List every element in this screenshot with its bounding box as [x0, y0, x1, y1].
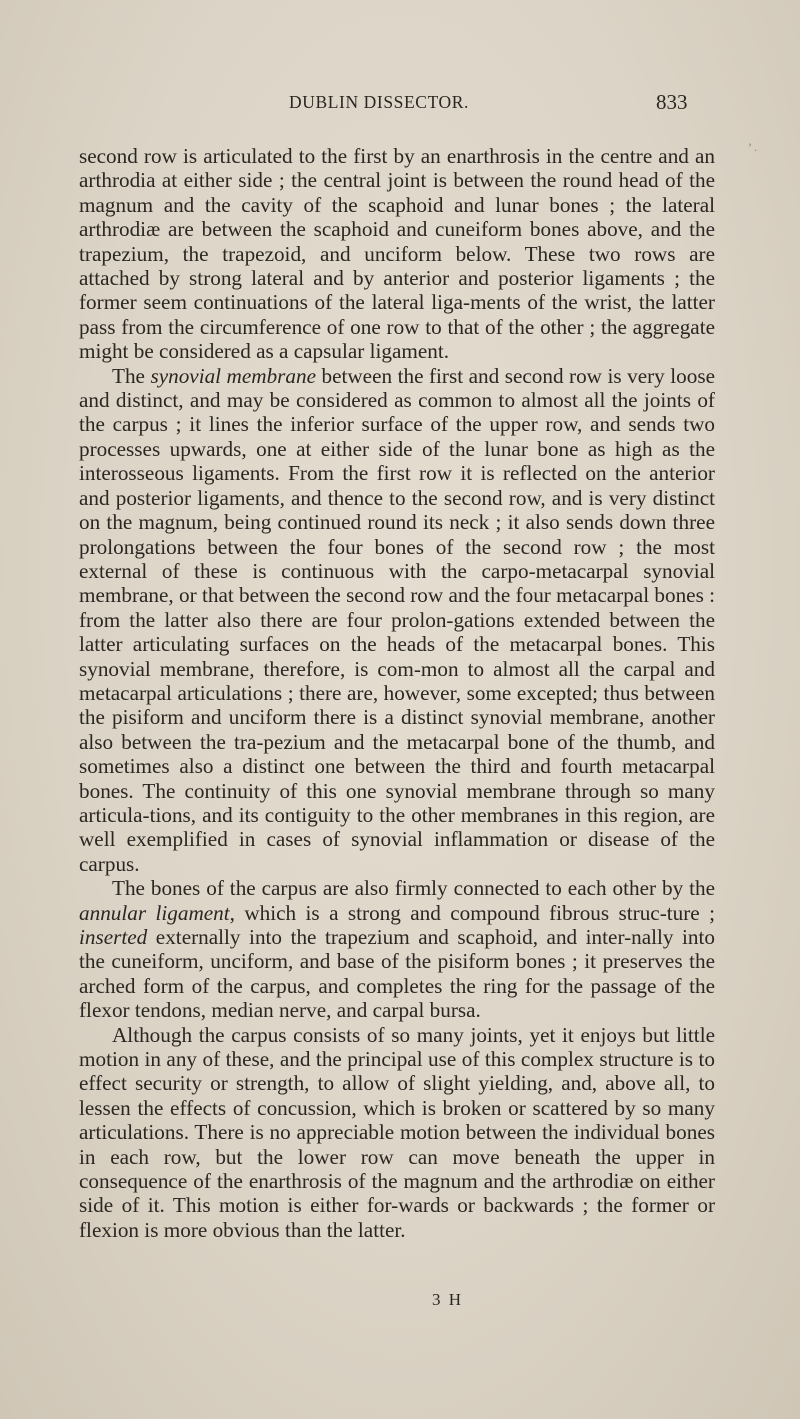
page-header [0, 92, 800, 122]
text-run: The bones of the carpus are also firmly connected to each other by the [112, 876, 715, 901]
text-run: The [112, 363, 151, 388]
italic-term: synovial membrane [150, 363, 316, 388]
margin-fragment: ’ . [748, 140, 758, 154]
text-run: second row is articulated to the first by an enarthrosis in the centre and an arthrodia at either side ; the central joint is between the round head of the magnum and the cavity of the scaphoid and lunar bones ; the lateral arthrodiæ are between the scaphoid and cuneiform bones above, and the trapezium, the trapezoid, and unciform below. These two rows are attached by strong lateral and by anterior and posterior ligaments ; the former seem continuations of the lateral liga-ments of the wrist, the latter pass from the circumference of one row to that of the other ; the aggregate might be considered as a capsular ligament. [79, 144, 715, 364]
text-run: Although the carpus consists of so many joints, yet it enjoys but little motion in any of these, and the principal use of this complex structure is to effect security or strength, to allow of slight yielding, and, above all, to lessen the effects of concussion, which is broken or scattered by so many articulations. There is no appreciable motion between the individual bones in each row, but the lower row can move beneath the upper in consequence of the enarthrosis of the magnum and the arthrodiæ on either side of it. This motion is either for-wards or backwards ; the former or flexion is more obvious than the latter. [79, 1022, 715, 1242]
paragraph-carpus-motion [79, 1023, 715, 1243]
paragraph-annular-ligament [79, 876, 715, 1022]
paragraph-continuation [79, 144, 715, 364]
text-run: externally into the trapezium and scaphoid, and inter-nally into the cuneiform, unciform, and base of the pisiform bones ; it preserves the arched form of the carpus, and completes the ring for the passage of the flexor tendons, median nerve, and carpal bursa. [79, 925, 715, 1023]
text-run: between the first and second row is very loose and distinct, and may be considered as common to almost all the joints of the carpus ; it lines the inferior surface of the upper row, and sends two processes upwards, one at either side of the lunar bone as high as the interosseous ligaments. From the first row it is reflected on the anterior and posterior ligaments, and thence to the second row, and is very distinct on the magnum, being continued round its neck ; it also sends down three prolongations between the four bones of the second row ; the most external of these is continuous with the carpo-metacarpal synovial membrane, or that between the second row and the four metacarpal bones : from the latter also there are four prolon-gations extended between the latter articulating surfaces on the heads of the metacarpal bones. This synovial membrane, therefore, is com-mon to almost all the carpal and metacarpal articulations ; there are, however, some excepted; thus between the pisiform and unciform there is a distinct synovial membrane, another also between the tra-pezium and the metacarpal bone of the thumb, and sometimes also a distinct one between the third and fourth metacarpal bones. The continuity of this one synovial membrane through so many articula-tions, and its contiguity to the other membranes in this region, are well exemplified in cases of synovial inflammation or disease of the carpus. [79, 363, 715, 876]
body-text [79, 144, 715, 1242]
signature-mark: 3 H [432, 1290, 464, 1309]
italic-term: annular ligament [79, 900, 230, 925]
running-head: DUBLIN DISSECTOR. [289, 92, 470, 112]
page-number: 833 [656, 90, 688, 114]
paragraph-synovial-membrane [79, 364, 715, 877]
italic-term: inserted [79, 925, 148, 949]
text-run: , which is a strong and compound fibrous struc-ture ; [229, 900, 715, 925]
